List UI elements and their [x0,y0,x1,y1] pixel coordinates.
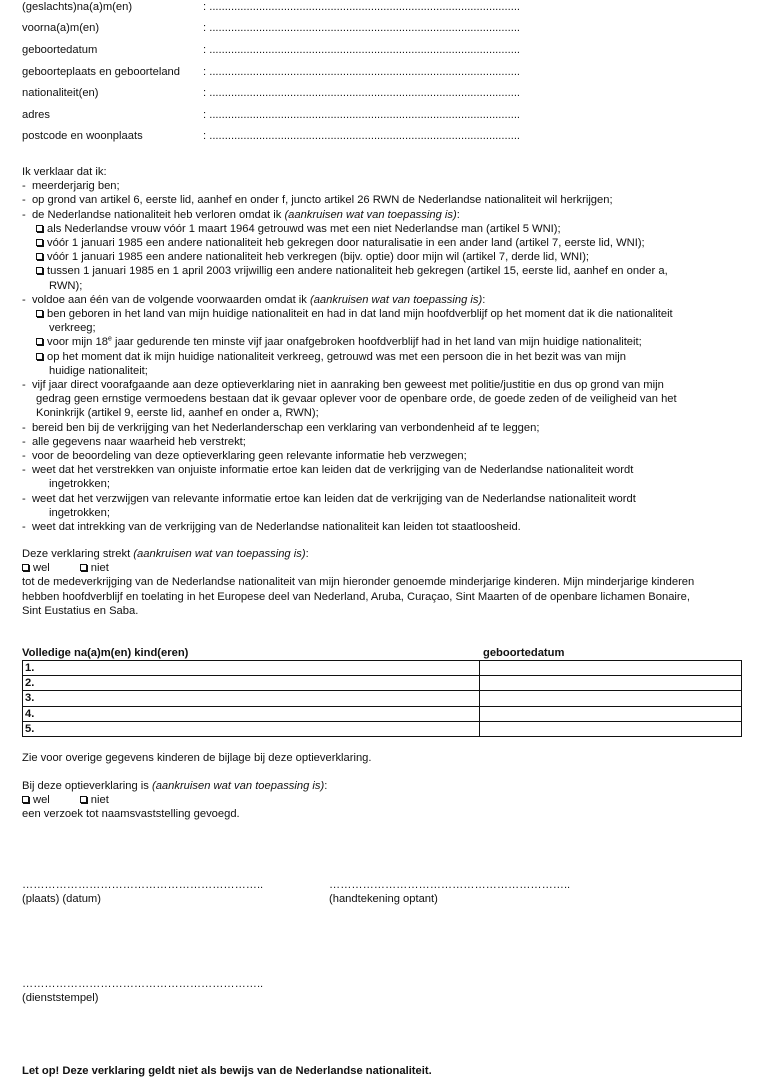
row-name-cell[interactable]: 4. [23,706,480,721]
bullet-statelessness: - weet dat intrekking van de verkrijging van de Nederlandse nationaliteit kan leiden tot staatloosheid. [22,521,521,534]
checkbox[interactable] [36,310,43,317]
bullet-truthful: - alle gegevens naar waarheid heb verstrekt; [22,435,246,448]
row-name-cell[interactable]: 1. [23,661,480,676]
checkbox[interactable] [36,267,43,274]
bullet-lost-nationality: - de Nederlandse nationaliteit heb verloren omdat ik (aankruisen wat van toepassing is): [22,208,460,221]
place-date-line[interactable]: ……………………………………………………….. [22,879,264,891]
bullet-concealing-info: - weet dat het verzwijgen van relevante informatie ertoe kan leiden dat de verkrijging van de Nederlandse nationaliteit wordt [22,492,636,505]
checkbox[interactable] [36,353,43,360]
checkbox[interactable] [36,225,43,232]
option-naturalisation-before-1985[interactable]: vóór 1 januari 1985 een andere nationaliteit heb gekregen door naturalisatie in een ander land (artikel 7, eerste lid, WNI); [22,236,757,250]
checkbox[interactable] [36,239,43,246]
name-request-end: een verzoek tot naamsvaststelling gevoegd. [22,808,240,821]
signature-line[interactable]: ……………………………………………………….. [329,879,571,891]
name-request-wel-option[interactable]: wel [22,794,50,806]
table-row [23,706,742,721]
row-date-cell[interactable] [480,721,742,736]
row-date-cell[interactable] [480,661,742,676]
row-date-cell[interactable] [480,691,742,706]
table-row [23,691,742,706]
field-firstnames[interactable]: : .................................................................................................... [203,22,521,34]
checkbox-niet[interactable] [80,564,87,571]
checkbox[interactable] [36,338,43,345]
row-name-cell[interactable]: 2. [23,676,480,691]
children-paragraph-l2: hebben hoofdverblijf en toelating in het Europese deel van Nederland, Aruba, Curaçao, Sint Maarten of de openbare lichamen Bonaire, [22,590,690,603]
checkbox-wel[interactable] [22,564,29,571]
children-paragraph-l1: tot de medeverkrijging van de Nederlandse nationaliteit van mijn hieronder genoemde minderjarige kinderen. Mijn minderjarige kinderen [22,576,695,589]
row-name-cell[interactable]: 3. [23,691,480,706]
option-married-before-1964[interactable]: als Nederlandse vrouw vóór 1 maart 1964 getrouwd was met een niet Nederlandse man (artikel 5 WNI); [22,222,757,236]
field-label-birthdate: geboortedatum [22,44,98,56]
checkbox[interactable] [36,253,43,260]
name-request-section [22,779,757,822]
option-five-years-before-18[interactable]: voor mijn 18e jaar gedurende ten minste vijf jaar onafgebroken hoofdverblijf had in het land van mijn huidige nationaliteit; [22,335,757,349]
checkbox-wel[interactable] [22,796,29,803]
option-1985-2003-cont: RWN); [49,279,83,292]
bullet-false-info: - weet dat het verstrekken van onjuiste informatie ertoe kan leiden dat de verkrijging van de Nederlandse nationaliteit wordt [22,464,634,477]
bullet-willing: - bereid ben bij de verkrijging van het Nederlanderschap een verklaring van verbondenheid af te leggen; [22,421,540,434]
stamp-line[interactable]: ……………………………………………………….. [22,978,264,990]
bullet-concealing-info-cont: ingetrokken; [49,506,110,519]
field-label-firstnames: voorna(a)m(en) [22,22,100,34]
checkbox-niet[interactable] [80,796,87,803]
bullet-false-info-cont: ingetrokken; [49,478,110,491]
field-label-postcode: postcode en woonplaats [22,130,143,142]
name-request-niet-option[interactable]: niet [80,794,109,806]
name-request-choice [22,793,757,807]
children-niet-option[interactable]: niet [80,562,109,574]
field-label-nationality: nationaliteit(en) [22,87,99,99]
table-row [23,721,742,736]
table-row [23,676,742,691]
children-paragraph-l3: Sint Eustatius en Saba. [22,604,139,617]
table-row [23,661,742,676]
option-married-to-national-cont: huidige nationaliteit; [49,364,148,377]
field-address[interactable]: : .................................................................................................... [203,109,521,121]
field-birthdate[interactable]: : .................................................................................................... [203,44,521,56]
children-table [22,660,742,737]
field-label-address: adres [22,109,50,121]
field-nationality[interactable]: : .................................................................................................... [203,87,521,99]
field-birthplace[interactable]: : .................................................................................................... [203,66,521,78]
bullet-no-police-l2: gedrag geen ernstige vermoedens bestaan dat ik gevaar oplever voor de openbare orde, de goede zeden of de veiligheid van het [36,393,677,406]
declaration-intro: Ik verklaar dat ik: [22,166,107,178]
appendix-note: Zie voor overige gegevens kinderen de bijlage bij deze optieverklaring. [22,752,372,764]
row-date-cell[interactable] [480,706,742,721]
option-1985-2003[interactable]: tussen 1 januari 1985 en 1 april 2003 vrijwillig een andere nationaliteit heb gekregen (artikel 15, eerste lid, aanhef en onder a, [22,264,757,278]
children-wel-option[interactable]: wel [22,562,50,574]
option-married-to-national[interactable]: op het moment dat ik mijn huidige nationaliteit verkreeg, getrouwd was met een persoon die in het bezit was van mijn [22,350,757,364]
bullet-conditions: - voldoe aan één van de volgende voorwaarden omdat ik (aankruisen wat van toepassing is): [22,293,486,306]
name-request-intro: Bij deze optieverklaring is (aankruisen wat van toepassing is): [22,780,328,792]
children-section [22,547,757,618]
field-label-birthplace: geboorteplaats en geboorteland [22,66,180,78]
warning-note: Let op! Deze verklaring geldt niet als bewijs van de Nederlandse nationaliteit. [22,1065,432,1077]
declaration [22,165,757,534]
option-option-before-1985[interactable]: vóór 1 januari 1985 een andere nationaliteit heb verkregen (bijv. optie) door mijn wil (artikel 7, derde lid, WNI); [22,250,757,264]
bullet-adult: - meerderjarig ben; [22,180,120,193]
option-born-in-country-cont: verkreeg; [49,322,96,335]
bullet-no-police: - vijf jaar direct voorafgaande aan deze optieverklaring niet in aanraking ben geweest met politie/justitie en dus op grond van mijn [22,379,664,392]
field-surname[interactable]: : .................................................................................................... [203,1,521,13]
bullet-article6: - op grond van artikel 6, eerste lid, aanhef en onder f, juncto artikel 26 RWN de Nederlandse nationaliteit wil herkrijgen; [22,194,613,207]
place-date-label: (plaats) (datum) [22,893,101,905]
bullet-no-police-l3: Koninkrijk (artikel 9, eerste lid, aanhef en onder a, RWN); [36,407,319,420]
row-name-cell[interactable]: 5. [23,721,480,736]
bullet-no-concealment: - voor de beoordeling van deze optieverklaring geen relevante informatie heb verzwegen; [22,450,467,463]
children-intro: Deze verklaring strekt (aankruisen wat van toepassing is): [22,548,309,560]
children-choice [22,561,757,575]
table-header-birthdate: geboortedatum [483,647,565,659]
field-postcode[interactable]: : .................................................................................................... [203,130,521,142]
stamp-label: (dienststempel) [22,992,99,1004]
table-header-names: Volledige na(a)m(en) kind(eren) [22,647,189,659]
field-label-surname: (geslachts)na(a)m(en) [22,1,133,13]
row-date-cell[interactable] [480,676,742,691]
signature-label: (handtekening optant) [329,893,438,905]
option-born-in-country[interactable]: ben geboren in het land van mijn huidige nationaliteit en had in dat land mijn hoofdverblijf op het moment dat ik die nationaliteit [22,307,757,321]
